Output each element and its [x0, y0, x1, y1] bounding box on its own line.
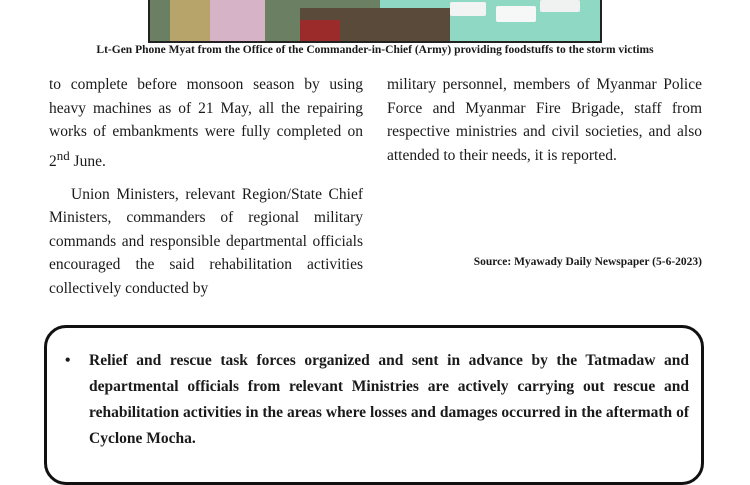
news-photo: [148, 0, 602, 43]
superscript: nd: [56, 147, 70, 163]
photo-red-bag: [300, 20, 340, 41]
paragraph: military personnel, members of Myanmar Police Force and Myanmar Fire Brigade, staff from respective ministries and civil societies, and also attended to their needs, it is reported.: [387, 76, 702, 164]
paragraph-text: to complete before monsoon season by using heavy machines as of 21 May, all the repairing works of embankments were fully completed on 2: [49, 76, 363, 170]
photo-food-box: [450, 2, 486, 16]
article-column-left: [49, 73, 363, 301]
article-column-right: [387, 73, 702, 167]
highlight-box: [44, 325, 704, 485]
bullet-item: [65, 348, 689, 452]
photo-food-box: [540, 0, 580, 12]
bullet-text: Relief and rescue task forces organized and sent in advance by the Tatmadaw and departmental officials from relevant Ministries are actively carrying out rescue and rehabilitation activities in the areas where losses and damages occurred in the aftermath of Cyclone Mocha.: [89, 352, 689, 447]
photo-caption: Lt-Gen Phone Myat from the Office of the Commander-in-Chief (Army) providing foodstuffs to the storm victims: [96, 44, 654, 56]
photo-person-pink: [210, 0, 265, 41]
bullet-icon: •: [65, 352, 71, 369]
paragraph: [49, 73, 363, 174]
source-credit: Source: Myawady Daily Newspaper (5-6-2023): [473, 256, 702, 268]
bullet-list: [65, 348, 689, 452]
paragraph: Union Ministers, relevant Region/State Chief Ministers, commanders of regional military commands and responsible departmental officials encouraged the said rehabilitation activities collectively conducted by: [49, 185, 363, 297]
photo-food-box: [496, 6, 536, 22]
paragraph-text: June.: [69, 152, 106, 170]
